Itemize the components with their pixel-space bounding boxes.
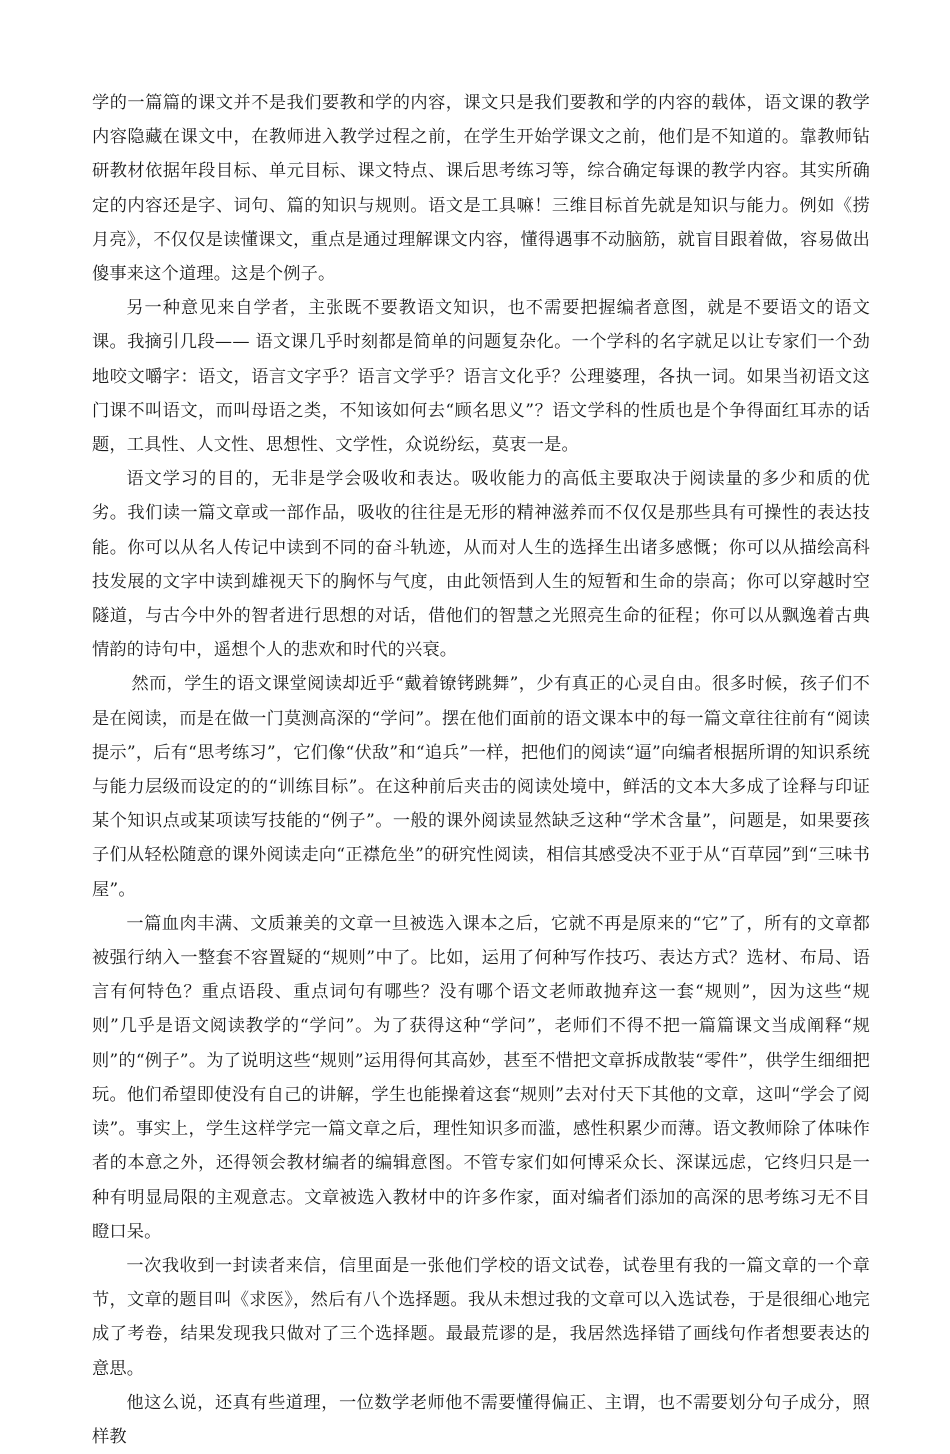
paragraph-6: 一次我收到一封读者来信，信里面是一张他们学校的语文试卷，试卷里有我的一篇文章的一个章节，文章的题目叫《求医》，然后有八个选择题。我从未想过我的文章可以入选试卷，于是很细心地完成了考卷，结果发现我只做对了三个选择题。最最荒谬的是，我居然选择错了画线句作者想要表达的意思。	[92, 1255, 870, 1379]
paragraph-7: 他这么说，还真有些道理，一位数学老师他不需要懂得偏正、主谓，也不需要划分句子成分，照样教	[92, 1392, 870, 1447]
document-body	[92, 86, 870, 1454]
paragraph-3: 语文学习的目的，无非是学会吸收和表达。吸收能力的高低主要取决于阅读量的多少和质的优劣。我们读一篇文章或一部作品，吸收的往往是无形的精神滋养而不仅仅是那些具有可操性的表达技能。你可以从名人传记中读到不同的奋斗轨迹，从而对人生的选择生出诸多感慨；你可以从描绘高科技发展的文字中读到雄视天下的胸怀与气度，由此领悟到人生的短暂和生命的崇高；你可以穿越时空隧道，与古今中外的智者进行思想的对话，借他们的智慧之光照亮生命的征程；你可以从飘逸着古典情韵的诗句中，遥想个人的悲欢和时代的兴衰。	[92, 469, 870, 661]
paragraph-2: 另一种意见来自学者，主张既不要教语文知识，也不需要把握编者意图，就是不要语文的语文课。我摘引几段—— 语文课几乎时刻都是简单的问题复杂化。一个学科的名字就足以让专家们一个劲地咬文嚼字：语文，语言文字乎？语言文学乎？语言文化乎？公理婆理，各执一词。如果当初语文这门课不叫语文，而叫母语之类，不知该如何去“顾名思义”？语文学科的性质也是个争得面红耳赤的话题，工具性、人文性、思想性、文学性，众说纷纭，莫衷一是。	[92, 298, 870, 456]
paragraph-5: 一篇血肉丰满、文质兼美的文章一旦被选入课本之后，它就不再是原来的“它”了，所有的文章都被强行纳入一整套不容置疑的“规则”中了。比如，运用了何种写作技巧、表达方式？选材、布局、语言有何特色？重点语段、重点词句有哪些？没有哪个语文老师敢抛弃这一套“规则”，因为这些“规则”几乎是语文阅读教学的“学问”。为了获得这种“学问”，老师们不得不把一篇篇课文当成阐释“规则”的“例子”。为了说明这些“规则”运用得何其高妙，甚至不惜把文章拆成散装“零件”，供学生细细把玩。他们希望即使没有自己的讲解，学生也能操着这套“规则”去对付天下其他的文章，这叫“学会了阅读”。事实上，学生这样学完一篇文章之后，理性知识多而滥，感性积累少而薄。语文教师除了体味作者的本意之外，还得领会教材编者的编辑意图。不管专家们如何博采众长、深谋远虑，它终归只是一种有明显局限的主观意志。文章被选入教材中的许多作家，面对编者们添加的高深的思考练习无不目瞪口呆。	[92, 913, 870, 1242]
paragraph-4: 然而，学生的语文课堂阅读却近乎“戴着镣铐跳舞”，少有真正的心灵自由。很多时候，孩子们不是在阅读，而是在做一门莫测高深的“学问”。摆在他们面前的语文课本中的每一篇文章往往前有“阅读提示”，后有“思考练习”，它们像“伏敌”和“追兵”一样，把他们的阅读“逼”向编者根据所谓的知识系统与能力层级而设定的的“训练目标”。在这种前后夹击的阅读处境中，鲜活的文本大多成了诠释与印证某个知识点或某项读写技能的“例子”。一般的课外阅读显然缺乏这种“学术含量”，问题是，如果要孩子们从轻松随意的课外阅读走向“正襟危坐”的研究性阅读，相信其感受决不亚于从“百草园”到“三味书屋”。	[92, 674, 870, 900]
paragraph-1: 学的一篇篇的课文并不是我们要教和学的内容，课文只是我们要教和学的内容的载体，语文课的教学内容隐藏在课文中，在教师进入教学过程之前，在学生开始学课文之前，他们是不知道的。靠教师钻研教材依据年段目标、单元目标、课文特点、课后思考练习等，综合确定每课的教学内容。其实所确定的内容还是字、词句、篇的知识与规则。语文是工具嘛！三维目标首先就是知识与能力。例如《捞月亮》，不仅仅是读懂课文，重点是通过理解课文内容，懂得遇事不动脑筋，就盲目跟着做，容易做出傻事来这个道理。这是个例子。	[92, 93, 870, 285]
